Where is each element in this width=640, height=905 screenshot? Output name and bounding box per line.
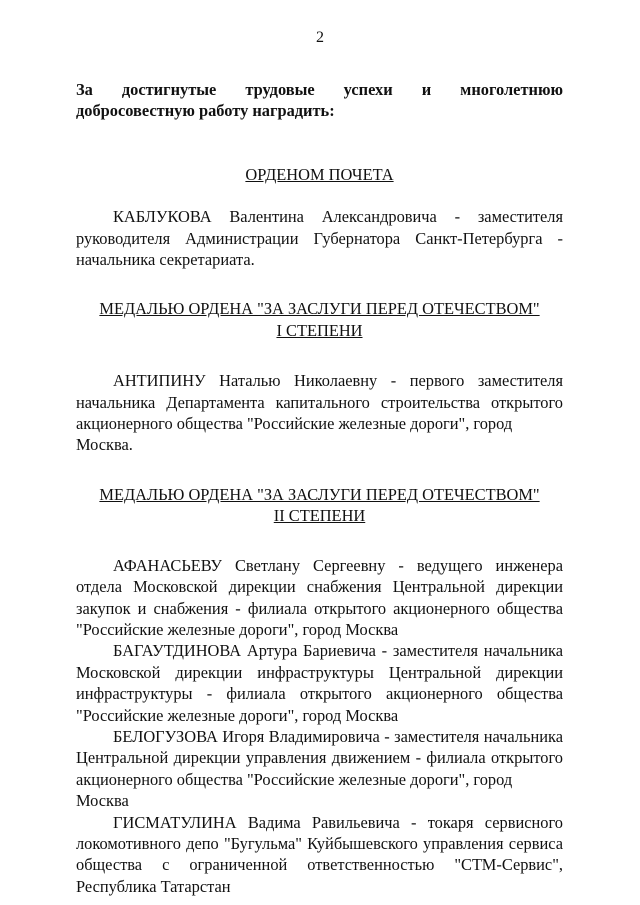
entry-line: БЕЛОГУЗОВА Игоря Владимировича - заместителя начальника bbox=[113, 726, 563, 746]
awardee-entry bbox=[76, 206, 563, 270]
entry-line: БАГАУТДИНОВА Артура Бариевича - заместителя начальника bbox=[113, 641, 563, 661]
awardee-entry bbox=[76, 726, 563, 812]
entry-line: общества с ограниченной ответственностью "СТМ-Сервис", bbox=[76, 855, 563, 875]
entry-line: Центральной дирекции управления движением - филиала открытого bbox=[76, 748, 563, 768]
heading-line: ОРДЕНОМ ПОЧЕТА bbox=[245, 164, 394, 184]
heading-line: МЕДАЛЬЮ ОРДЕНА "ЗА ЗАСЛУГИ ПЕРЕД ОТЕЧЕСТВОМ" bbox=[99, 299, 540, 319]
entry-line: "Российские железные дороги", город Москва bbox=[76, 705, 399, 725]
entry-line: ГИСМАТУЛИНА Вадима Равильевича - токаря сервисного bbox=[113, 812, 563, 832]
award-heading-medal-2nd-degree bbox=[76, 484, 563, 527]
document-body bbox=[76, 79, 563, 897]
intro-line: За достигнутые трудовые успехи и многолетнюю bbox=[76, 80, 563, 99]
entry-line: АФАНАСЬЕВУ Светлану Сергеевну - ведущего инженера bbox=[113, 555, 563, 575]
awardee-entry bbox=[76, 555, 563, 641]
heading-line: МЕДАЛЬЮ ОРДЕНА "ЗА ЗАСЛУГИ ПЕРЕД ОТЕЧЕСТВОМ" bbox=[99, 484, 540, 504]
awardee-entry bbox=[76, 370, 563, 456]
entry-line: КАБЛУКОВА Валентина Александровича - заместителя bbox=[113, 207, 563, 227]
entry-line: руководителя Администрации Губернатора Санкт-Петербурга - bbox=[76, 228, 563, 248]
award-heading-order-of-honour bbox=[76, 164, 563, 185]
awardee-entry bbox=[76, 640, 563, 726]
entry-line: Московской дирекции инфраструктуры Центральной дирекции bbox=[76, 662, 563, 682]
entry-line: акционерного общества "Российские железные дороги", город Москва bbox=[76, 769, 513, 811]
entry-line: "Российские железные дороги", город Москва bbox=[76, 619, 399, 639]
entry-line: локомотивного депо "Бугульма" Куйбышевского управления сервиса bbox=[76, 833, 563, 853]
entry-line: начальника Департамента капитального строительства открытого bbox=[76, 392, 563, 412]
intro-line: добросовестную работу наградить: bbox=[76, 101, 335, 121]
heading-line: I СТЕПЕНИ bbox=[276, 320, 363, 340]
award-heading-medal-1st-degree bbox=[76, 298, 563, 341]
award-intro bbox=[76, 79, 563, 122]
entry-line: начальника секретариата. bbox=[76, 250, 255, 270]
entry-line: отдела Московской дирекции снабжения Центральной дирекции bbox=[76, 577, 563, 597]
entry-line: акционерного общества "Российские железные дороги", город Москва. bbox=[76, 414, 513, 455]
entry-line: Республика Татарстан bbox=[76, 876, 231, 896]
entry-line: инфраструктуры - филиала открытого акционерного общества bbox=[76, 684, 563, 704]
entry-line: закупок и снабжения - филиала открытого акционерного общества bbox=[76, 598, 563, 618]
heading-line: II СТЕПЕНИ bbox=[273, 506, 366, 526]
page-number: 2 bbox=[316, 29, 324, 46]
awardee-entry bbox=[76, 812, 563, 898]
entry-line: АНТИПИНУ Наталью Николаевну - первого заместителя bbox=[113, 371, 563, 391]
